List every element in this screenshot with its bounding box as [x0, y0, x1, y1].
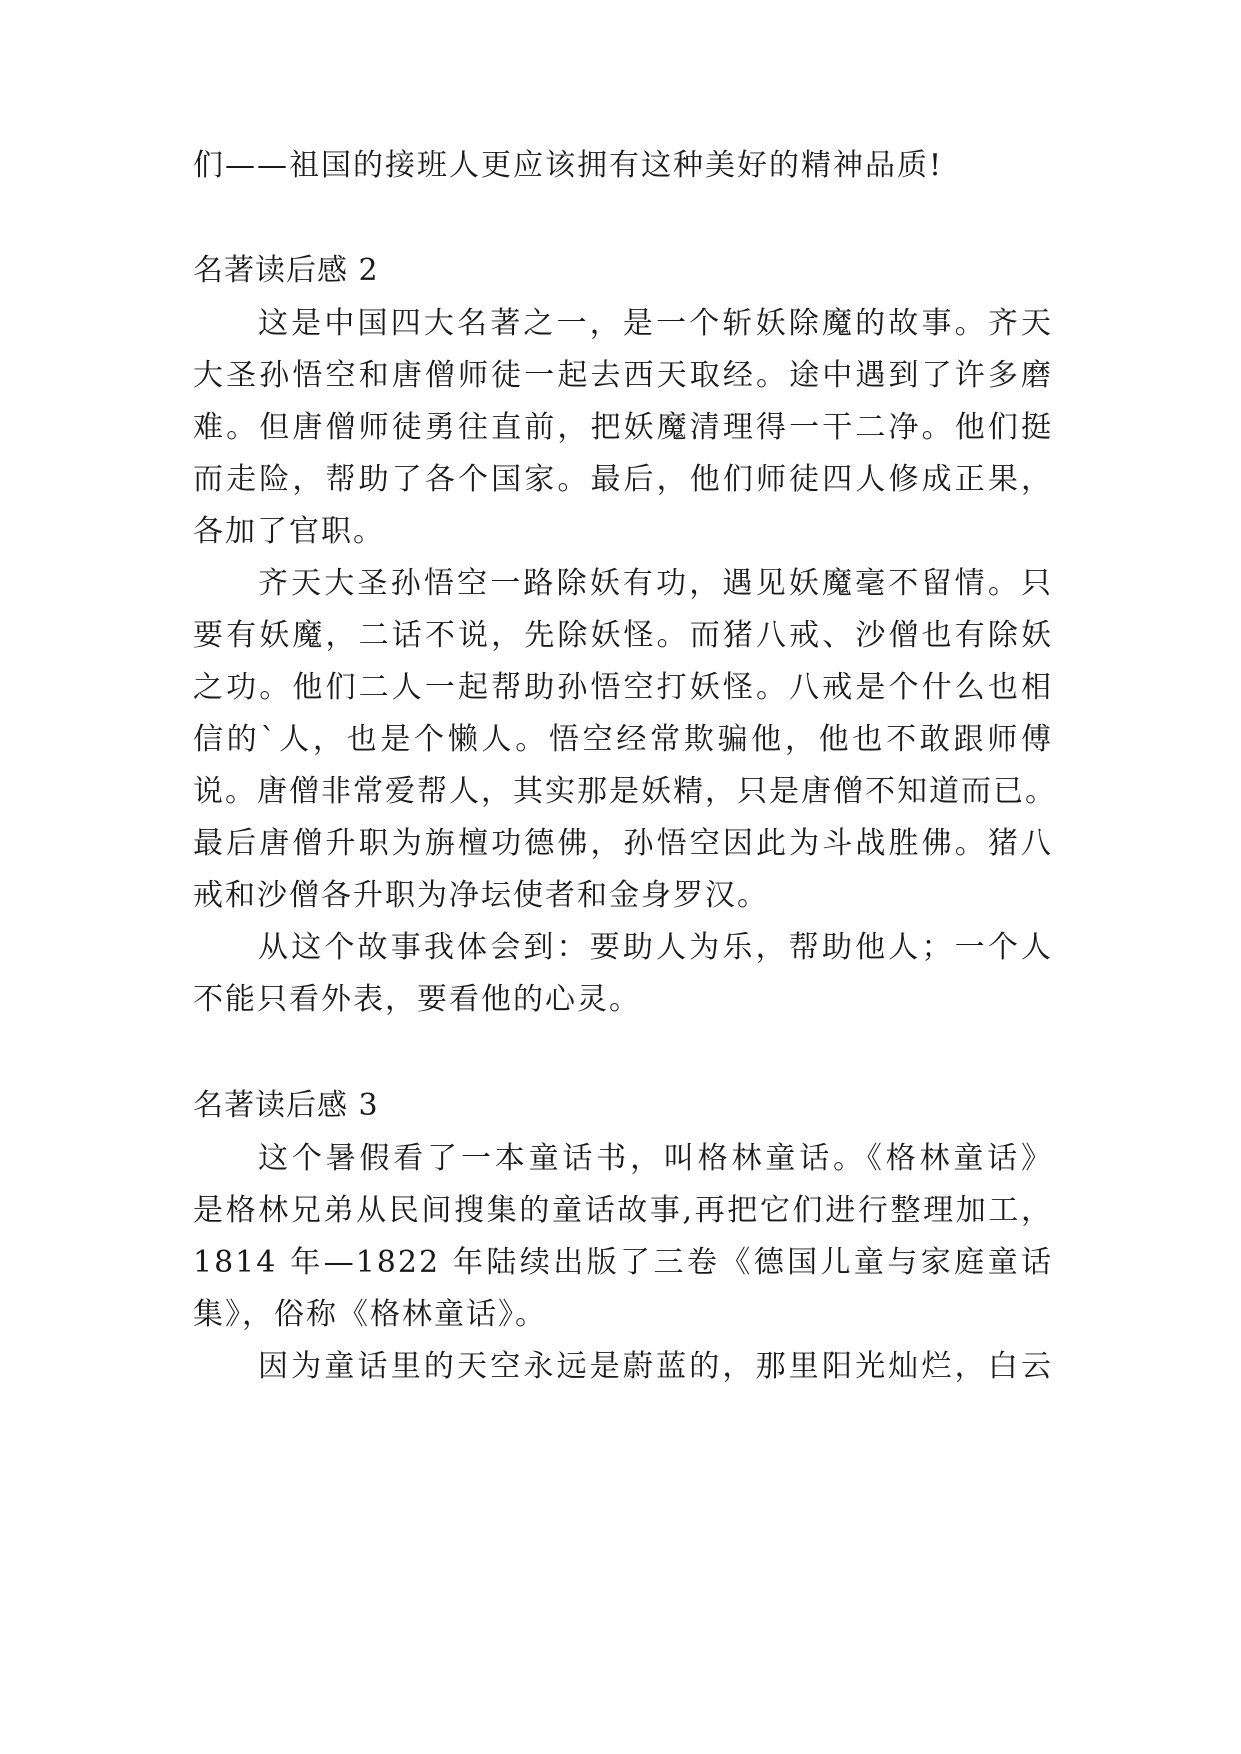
paragraph-line: 们——祖国的接班人更应该拥有这种美好的精神品质! [193, 148, 944, 183]
paragraph-line: 戒和沙僧各升职为净坛使者和金身罗汉。 [193, 878, 769, 913]
paragraph-line: 从这个故事我体会到：要助人为乐，帮助他人；一个人 [258, 930, 1053, 965]
paragraph-line: 不能只看外表，要看他的心灵。 [193, 982, 641, 1017]
paragraph-line: 大圣孙悟空和唐僧师徒一起去西天取经。途中遇到了许多磨 [193, 358, 1053, 393]
paragraph-line: 最后唐僧升职为旃檀功德佛，孙悟空因此为斗战胜佛。猪八 [193, 826, 1053, 861]
paragraph-line: 1814 年—1822 年陆续出版了三卷《德国儿童与家庭童话 [193, 1245, 1053, 1280]
section-heading: 名著读后感 2 [193, 253, 379, 288]
paragraph-line: 而走险，帮助了各个国家。最后，他们师徒四人修成正果， [193, 462, 1053, 497]
paragraph-line: 信的`人，也是个懒人。悟空经常欺骗他，他也不敢跟师傅 [193, 722, 1053, 757]
paragraph-line: 难。但唐僧师徒勇往直前，把妖魔清理得一干二净。他们挺 [193, 410, 1053, 445]
paragraph-line: 要有妖魔，二话不说，先除妖怪。而猪八戒、沙僧也有除妖 [193, 618, 1053, 653]
paragraph-line: 各加了官职。 [193, 514, 385, 549]
paragraph-line: 这是中国四大名著之一，是一个斩妖除魔的故事。齐天 [258, 306, 1053, 341]
paragraph-line: 之功。他们二人一起帮助孙悟空打妖怪。八戒是个什么也相 [193, 670, 1053, 705]
paragraph-line: 齐天大圣孙悟空一路除妖有功，遇见妖魔毫不留情。只 [258, 566, 1053, 601]
paragraph-line: 这个暑假看了一本童话书，叫格林童话。《格林童话》 [258, 1141, 1053, 1176]
paragraph-line: 因为童话里的天空永远是蔚蓝的，那里阳光灿烂，白云 [258, 1349, 1053, 1384]
section-heading: 名著读后感 3 [193, 1088, 379, 1123]
paragraph-line: 说。唐僧非常爱帮人，其实那是妖精，只是唐僧不知道而已。 [193, 774, 1057, 809]
paragraph-line: 是格林兄弟从民间搜集的童话故事,再把它们进行整理加工， [193, 1193, 1053, 1228]
paragraph-line: 集》，俗称《格林童话》。 [193, 1297, 547, 1332]
